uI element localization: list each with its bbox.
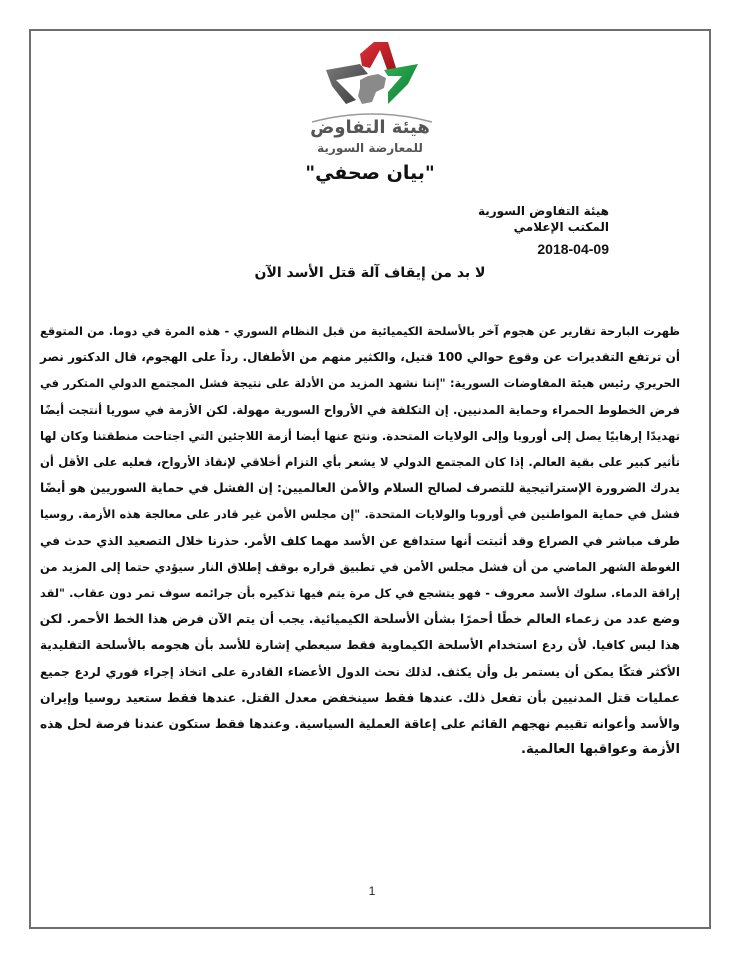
body-line: الحريري رئيس هيئة المفاوضات السورية: "إننا نشهد المزيد من الأدلة على نتيجة فشل المجتمع الدولي المتكرر في — [40, 376, 680, 391]
body-line: طرف مباشر في الصراع وقد أثبتت أنها ستدافع عن الأسد مهما كلف الأمر. حذرنا خلال التصعيد الذي حدث في — [40, 533, 680, 548]
document-type-title: "بيان صحفي" — [305, 162, 435, 184]
logo-red-ribbon — [360, 42, 396, 72]
body-line: أن ترتفع التقديرات عن وقوع حوالي 100 قتيل، والكثير منهم من الأطفال. رداً على الهجوم، قال الدكتور نصر — [40, 350, 680, 365]
body-line: عمليات قتل المدنيين بأن تفعل ذلك. عندها فقط سينخفض معدل القتل. عندها فقط ستعيد روسيا وإيران — [40, 689, 680, 705]
body-line: الغوطة الشهر الماضي من أن فشل مجلس الأمن في تطبيق قراره بوقف إطلاق النار سيؤدي حتما إلى المزيد من — [40, 559, 680, 574]
body-line: تأثير كبير على بقية العالم. إذا كان المجتمع الدولي لا يشعر بأي التزام أخلاقي لإنقاذ الأرواح، فعليه على الأقل أن — [40, 455, 680, 470]
body-paragraph — [40, 318, 680, 763]
logo-syria-map — [358, 74, 386, 104]
organization-logo-icon — [322, 40, 422, 112]
sender-organization: هيئة التفاوض السورية — [477, 204, 609, 218]
body-line: فرض الخطوط الحمراء وحماية المدنيين. إن التكلفة في الأرواح السورية مهولة. لكن الأزمة في سوريا أنتجت أيضًا — [40, 402, 680, 417]
body-line: إراقة الدماء. سلوك الأسد معروف - فهو يتشجع في كل مرة يتم فيها تذكيره بأن جرائمه سوف تمر دون عقاب. "لقد — [40, 586, 680, 601]
logo-green-ribbon — [384, 64, 418, 104]
body-line: ظهرت البارحة تقارير عن هجوم آخر بالأسلحة الكيميائية من قبل النظام السوري - هذه المرة في دوما. من المتوقع — [40, 324, 680, 338]
document-date: 2018-04-09 — [537, 241, 609, 257]
body-line: والأسد وأعوانه تقييم نهجهم القائم على إعاقة العملية السياسية. وعندها فقط ستكون عندنا فرصة لحل هذه — [40, 717, 680, 732]
body-line: تهديدًا إرهابيًا يصل إلى أوروبا وإلى الولايات المتحدة. ونتج عنها أيضا أزمة اللاجئين التي اجتاحت منطقتنا وكان لها — [40, 428, 680, 443]
sender-office: المكتب الإعلامي — [513, 220, 609, 234]
organization-name: هيئة التفاوض — [310, 117, 430, 138]
body-line: فشل في حماية المواطنين في أوروبا والولايات المتحدة. "إن مجلس الأمن غير قادر على معالجة هذه الأزمة. روسيا — [40, 507, 680, 522]
body-line: يدرك الضرورة الإستراتيجية للتصرف لصالح السلام والأمن العالميين: إن الفشل في حماية السوريين هو أيضًا — [40, 481, 680, 496]
body-line-last: الأزمة وعواقبها العالمية. — [521, 742, 680, 758]
page-number: 1 — [368, 884, 376, 898]
body-line: هذا ليس كافيا. لأن ردع استخدام الأسلحة الكيماوية فقط سيعطي إشارة للأسد بأن هجومه بالأسلحة التقليدية — [40, 638, 680, 653]
body-line: الأكثر فتكًا يمكن أن يستمر بل وأن يكثف. لذلك نحث الدول الأعضاء القادرة على اتخاذ إجراء فوري لردع جميع — [40, 664, 680, 679]
sender-block — [478, 203, 609, 235]
headline: لا بد من إيقاف آلة قتل الأسد الآن — [254, 265, 486, 281]
body-line: وضع عدد من زعماء العالم خطًا أحمرًا بشأن الأسلحة الكيميائية. يجب أن يتم الآن فرض هذا الخط الأحمر. لكن — [39, 612, 680, 627]
organization-subtitle: للمعارضة السورية — [317, 141, 423, 155]
